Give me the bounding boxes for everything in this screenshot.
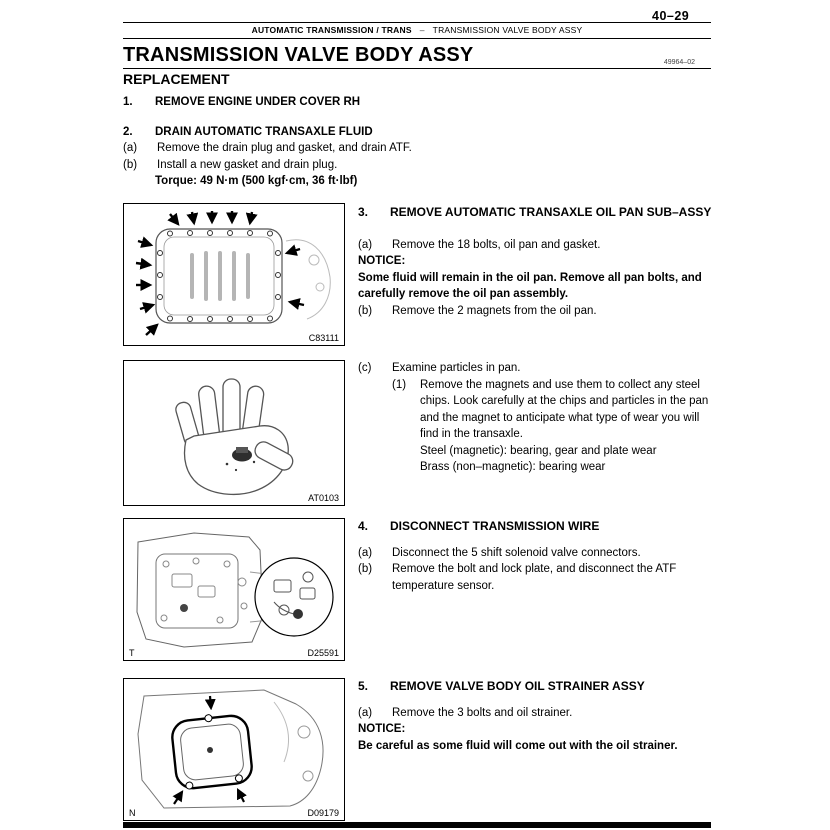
- oil-strainer-illustration: [124, 680, 344, 820]
- item-text: Remove the bolt and lock plate, and disconnect the ATF temperature sensor.: [392, 563, 677, 592]
- step-4-title: DISCONNECT TRANSMISSION WIRE: [390, 519, 600, 533]
- item-label: (b): [358, 304, 373, 317]
- steel-wear-note: Steel (magnetic): bearing, gear and plate wear: [420, 444, 657, 457]
- title-divider: [123, 68, 711, 69]
- item-text: Remove the 2 magnets from the oil pan.: [392, 304, 597, 317]
- step-3-heading: [358, 204, 714, 221]
- step-1-number: 1.: [123, 96, 133, 108]
- item-text: Install a new gasket and drain plug.: [157, 158, 338, 171]
- step-1-heading: [123, 94, 598, 110]
- header-rule-top: [123, 22, 711, 23]
- step-3: [358, 204, 714, 319]
- step-3-item-b: [358, 303, 714, 320]
- step-3-item-a: [358, 237, 714, 254]
- figure-code: D09179: [304, 808, 339, 818]
- item-label: (a): [358, 706, 373, 719]
- item-label: (a): [358, 546, 373, 559]
- torque-spec: Torque: 49 N·m (500 kgf·cm, 36 ft·lbf): [155, 174, 358, 187]
- step-2-heading: [123, 124, 598, 140]
- step-3-title: REMOVE AUTOMATIC TRANSAXLE OIL PAN SUB–ASSY: [390, 205, 712, 219]
- notice-label: NOTICE:: [358, 255, 406, 267]
- figure-letter: N: [129, 808, 139, 818]
- step-2-title: DRAIN AUTOMATIC TRANSAXLE FLUID: [155, 126, 373, 138]
- item-label: (b): [358, 563, 373, 575]
- figure-oil-pan: [123, 203, 345, 346]
- running-header-topic: TRANSMISSION VALVE BODY ASSY: [432, 25, 583, 35]
- step-5-item-a: [358, 705, 714, 722]
- footer-bar: [123, 822, 711, 828]
- figure-code: AT0103: [305, 493, 339, 503]
- step-3-item-c: [358, 360, 714, 476]
- item-text: Remove the drain plug and gasket, and drain ATF.: [157, 142, 412, 155]
- step-5: [358, 678, 714, 754]
- oil-pan-illustration: [124, 205, 344, 345]
- item-label: (b): [123, 158, 138, 171]
- transaxle-connector-illustration: [124, 520, 344, 660]
- step-4-item-a: [358, 545, 714, 562]
- step-5-title: REMOVE VALVE BODY OIL STRAINER ASSY: [390, 679, 645, 693]
- figure-code: D25591: [304, 648, 339, 658]
- running-header: [123, 25, 711, 35]
- brass-wear-note: Brass (non–magnetic): bearing wear: [420, 461, 606, 473]
- step-2: [123, 124, 598, 189]
- step-2-item-a: [123, 140, 598, 156]
- running-header-section: AUTOMATIC TRANSMISSION / TRANS: [251, 25, 412, 35]
- item-text: Remove the 3 bolts and oil strainer.: [392, 706, 573, 719]
- figure-letter: T: [129, 648, 138, 658]
- notice-text: Some fluid will remain in the oil pan. Remove all pan bolts, and carefully remove the oil pan assembly.: [358, 271, 702, 300]
- figure-oil-strainer: [123, 678, 345, 821]
- running-header-separator: –: [419, 25, 425, 35]
- hand-magnet-illustration: [124, 362, 344, 505]
- item-label: (1): [392, 378, 407, 391]
- step-1: [123, 94, 598, 110]
- step-5-number: 5.: [358, 679, 369, 693]
- page-number: 40–29: [652, 9, 690, 23]
- step-4-heading: [358, 518, 714, 535]
- page-title: TRANSMISSION VALVE BODY ASSY: [123, 44, 474, 66]
- item-text: Disconnect the 5 shift solenoid valve connectors.: [392, 546, 641, 559]
- item-text: Remove the 18 bolts, oil pan and gasket.: [392, 238, 601, 251]
- item-label: (a): [123, 142, 138, 155]
- step-3-number: 3.: [358, 205, 369, 219]
- step-3-item-c-heading: [358, 360, 714, 377]
- step-2-item-b: [123, 157, 598, 173]
- header-rule-bottom: [123, 38, 711, 39]
- figure-code: C83111: [306, 333, 339, 343]
- procedure-subtitle: REPLACEMENT: [123, 71, 230, 87]
- step-3-item-c1: [392, 377, 714, 443]
- item-text: Examine particles in pan.: [392, 362, 521, 374]
- document-code: 49964–02: [663, 59, 695, 66]
- step-4-item-b: [358, 561, 714, 594]
- step-1-title: REMOVE ENGINE UNDER COVER RH: [155, 96, 361, 108]
- item-label: (c): [358, 362, 372, 374]
- step-5-heading: [358, 678, 714, 695]
- notice-label: NOTICE:: [358, 723, 406, 735]
- figure-magnet-inspection: [123, 360, 345, 506]
- step-4-number: 4.: [358, 519, 369, 533]
- item-text: Remove the magnets and use them to collect any steel chips. Look carefully at the chips and particles in the pan and the magnet to anticipate what type of wear you will find in the transaxle.: [420, 378, 709, 440]
- notice-text: Be careful as some fluid will come out with the oil strainer.: [358, 739, 678, 752]
- figure-transmission-wire: [123, 518, 345, 661]
- step-4: [358, 518, 714, 594]
- item-label: (a): [358, 238, 373, 251]
- step-2-number: 2.: [123, 126, 133, 138]
